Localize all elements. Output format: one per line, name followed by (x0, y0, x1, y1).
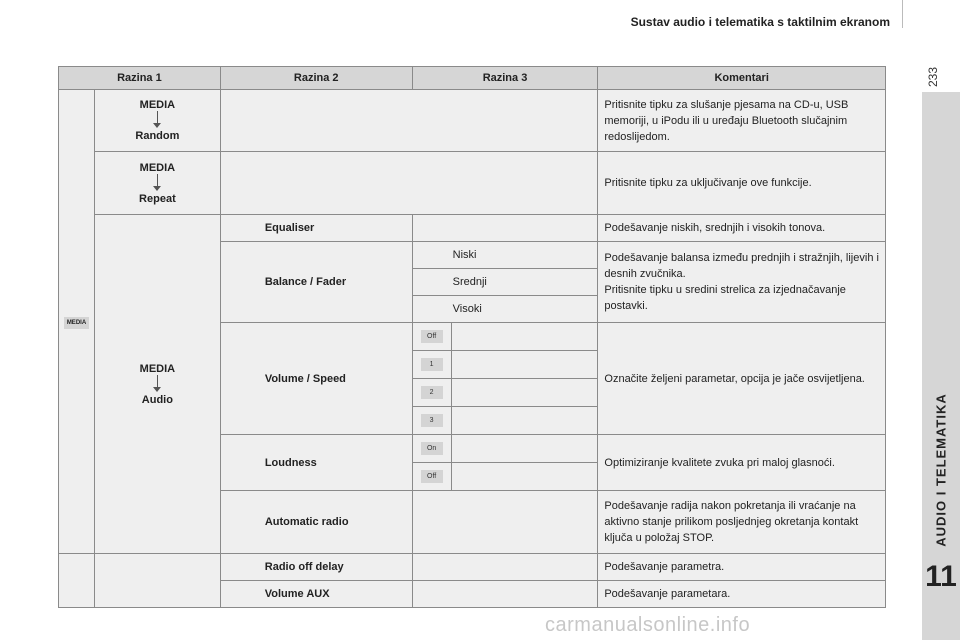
loudness-comment: Optimiziranje kvalitete zvuka pri maloj glasnoći. (598, 435, 886, 491)
side-band (922, 92, 960, 640)
balance-comment-2: Pritisnite tipku u sredini strelica za izjednačavanje postavki. (604, 284, 846, 312)
repeat-media-label: MEDIA (139, 161, 176, 174)
volume-aux-comment: Podešavanje parametara. (598, 581, 886, 608)
balance-comment (598, 242, 886, 323)
volume-label: Volume / Speed (220, 323, 412, 435)
arrow-down-icon (153, 186, 161, 191)
media-badge: MEDIA (64, 317, 89, 329)
balance-label: Balance / Fader (220, 242, 412, 323)
audio-cell (94, 215, 220, 554)
table-row-random (59, 90, 886, 152)
equaliser-label: Equaliser (220, 215, 412, 242)
watermark: carmanualsonline.info (545, 614, 751, 636)
loudness-label: Loudness (220, 435, 412, 491)
random-media-label: MEDIA (139, 99, 176, 111)
header-razina-1: Razina 1 (59, 67, 221, 90)
balance-option-niski: Niski (412, 242, 598, 269)
loudness-option-off: Off (421, 470, 443, 483)
radio-off-delay-label: Radio off delay (220, 554, 412, 581)
table-row-equaliser (59, 215, 886, 242)
chapter-side-label: AUDIO I TELEMATIKA (933, 393, 949, 547)
volume-aux-label: Volume AUX (220, 581, 412, 608)
page-number: 233 (926, 66, 940, 88)
level1-cell (59, 90, 95, 554)
page-header-title: Sustav audio i telematika s taktilnim ekranom (630, 15, 890, 29)
radio-off-delay-comment: Podešavanje parametra. (598, 554, 886, 581)
random-sub-label: Random (135, 130, 180, 142)
random-cell (94, 90, 220, 152)
arrow-down-icon (153, 123, 161, 128)
settings-table-tail (58, 553, 886, 608)
repeat-comment: Pritisnite tipku za uključivanje ove funkcije. (598, 152, 886, 215)
arrow-down-icon (153, 387, 161, 392)
volume-comment: Označite željeni parametar, opcija je jače osvijetljena. (598, 323, 886, 435)
automatic-radio-comment: Podešavanje radija nakon pokretanja ili vraćanje na aktivno stanje prilikom posljednjeg okretanja kontakt ključa u položaj STOP. (598, 491, 886, 554)
header-razina-2: Razina 2 (220, 67, 412, 90)
arrow-down-icon (157, 375, 158, 387)
arrow-down-icon (157, 111, 158, 123)
repeat-cell (94, 152, 220, 215)
volume-option-1: 1 (421, 358, 443, 371)
settings-table (58, 66, 886, 554)
header-razina-3: Razina 3 (412, 67, 598, 90)
loudness-option-on: On (421, 442, 443, 455)
balance-option-visoki: Visoki (412, 296, 598, 323)
balance-option-srednji: Srednji (412, 269, 598, 296)
volume-option-off: Off (421, 330, 443, 343)
table-row-radio-off-delay (59, 554, 886, 581)
header-divider (902, 0, 903, 28)
balance-comment-1: Podešavanje balansa između prednjih i stražnjih, lijevih i desnih zvučnika. (604, 252, 879, 280)
chapter-number: 11 (925, 560, 957, 593)
audio-media-label: MEDIA (139, 362, 176, 375)
volume-option-2: 2 (421, 386, 443, 399)
automatic-radio-label: Automatic radio (220, 491, 412, 554)
equaliser-comment: Podešavanje niskih, srednjih i visokih tonova. (598, 215, 886, 242)
random-comment: Pritisnite tipku za slušanje pjesama na CD-u, USB memoriji, u iPodu ili u uređaju Bluetooth slučajnim redoslijedom. (598, 90, 886, 152)
arrow-down-icon (157, 174, 158, 186)
volume-option-3: 3 (421, 414, 443, 427)
table-header-row (59, 67, 886, 90)
audio-sub-label: Audio (141, 393, 173, 406)
repeat-sub-label: Repeat (139, 192, 176, 205)
header-komentari: Komentari (598, 67, 886, 90)
table-row-repeat (59, 152, 886, 215)
